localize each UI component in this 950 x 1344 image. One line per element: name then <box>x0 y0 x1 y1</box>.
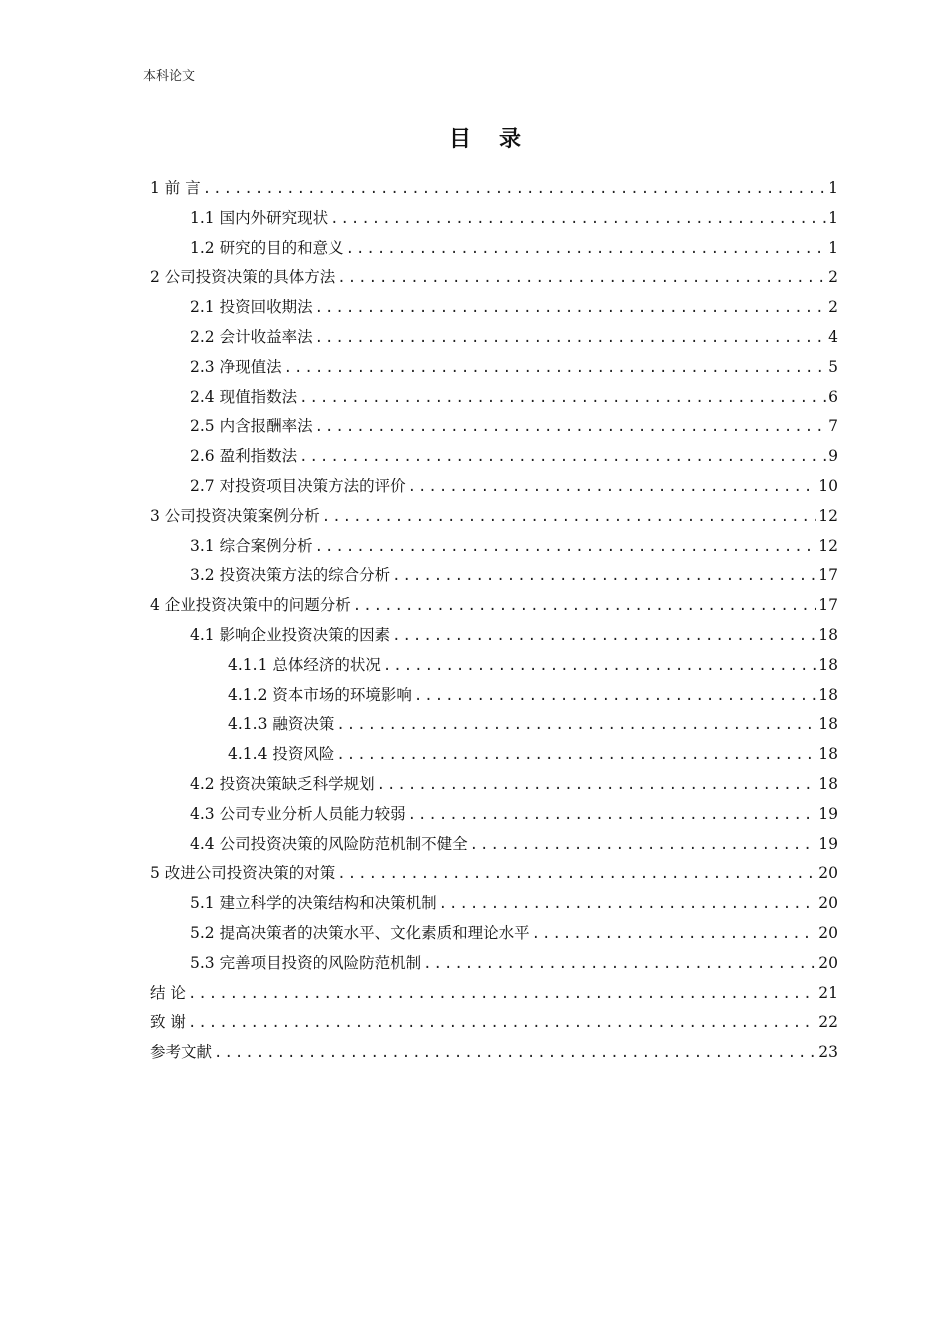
toc-entry-label: 5.3 完善项目投资的风险防范机制 <box>190 953 422 972</box>
dot-leader <box>188 980 816 1010</box>
toc-entry-page-number: 18 <box>818 655 838 674</box>
dot-leader <box>408 473 817 503</box>
dot-leader <box>353 592 816 622</box>
toc-entry[interactable] <box>150 293 838 323</box>
running-header: 本科论文 <box>143 69 196 84</box>
dot-leader <box>337 264 826 294</box>
toc-entry-page-number: 23 <box>818 1043 838 1062</box>
toc-entry[interactable] <box>150 234 838 264</box>
page-title: 目录 <box>448 127 549 152</box>
dot-leader <box>315 324 826 354</box>
toc-entry[interactable] <box>150 353 838 383</box>
toc-entry-label: 2.1 投资回收期法 <box>190 298 313 317</box>
dot-leader <box>532 920 817 950</box>
toc-entry-page-number: 2 <box>828 268 838 287</box>
dot-leader <box>315 294 826 324</box>
toc-entry-page-number: 18 <box>818 715 838 734</box>
toc-entry-page-number: 2 <box>828 298 838 317</box>
toc-entry[interactable] <box>150 174 838 204</box>
toc-entry[interactable] <box>150 800 838 830</box>
toc-entry[interactable] <box>150 859 838 889</box>
toc-entry-page-number: 21 <box>818 983 838 1002</box>
dot-leader <box>188 1009 816 1039</box>
toc-entry-page-number: 10 <box>818 476 838 495</box>
dot-leader <box>315 413 826 443</box>
dot-leader <box>423 950 816 980</box>
dot-leader <box>470 831 817 861</box>
toc-entry-page-number: 5 <box>828 357 838 376</box>
toc-entry-label: 2.5 内含报酬率法 <box>190 417 313 436</box>
dot-leader <box>337 860 816 890</box>
toc-entry[interactable] <box>150 1008 838 1038</box>
toc-entry[interactable] <box>150 740 838 770</box>
toc-entry-label: 3.2 投资决策方法的综合分析 <box>190 566 391 585</box>
toc-entry-page-number: 4 <box>828 327 838 346</box>
dot-leader <box>315 533 817 563</box>
toc-entry-page-number: 18 <box>818 685 838 704</box>
toc-entry[interactable] <box>150 204 838 234</box>
toc-entry-page-number: 9 <box>828 447 838 466</box>
toc-entry[interactable] <box>150 830 838 860</box>
toc-entry-label: 2 公司投资决策的具体方法 <box>150 268 336 287</box>
toc-entry[interactable] <box>150 949 838 979</box>
toc-entry[interactable] <box>150 323 838 353</box>
toc-entry-label: 4.2 投资决策缺乏科学规划 <box>190 774 375 793</box>
toc-entry-label: 4.1.2 资本市场的环境影响 <box>228 685 412 704</box>
toc-entry-label: 4.3 公司专业分析人员能力较弱 <box>190 804 406 823</box>
toc-entry-label: 4.4 公司投资决策的风险防范机制不健全 <box>190 834 468 853</box>
toc-entry-label: 结 论 <box>150 983 186 1002</box>
toc-entry-label: 参考文献 <box>150 1043 213 1062</box>
toc-entry-page-number: 17 <box>818 596 838 615</box>
toc-entry-label: 2.7 对投资项目决策方法的评价 <box>190 476 406 495</box>
toc-entry-label: 5.2 提高决策者的决策水平、文化素质和理论水平 <box>190 923 530 942</box>
toc-entry[interactable] <box>150 651 838 681</box>
toc-entry[interactable] <box>150 979 838 1009</box>
toc-entry-page-number: 19 <box>818 804 838 823</box>
toc-entry[interactable] <box>150 889 838 919</box>
dot-leader <box>377 771 817 801</box>
toc-entry-label: 2.2 会计收益率法 <box>190 327 313 346</box>
toc-entry-page-number: 18 <box>818 745 838 764</box>
toc-entry-page-number: 20 <box>818 953 838 972</box>
dot-leader <box>214 1039 816 1069</box>
toc-entry-label: 5 改进公司投资决策的对策 <box>150 864 336 883</box>
dot-leader <box>414 682 816 712</box>
dot-leader <box>346 235 826 265</box>
toc-entry-page-number: 6 <box>828 387 838 406</box>
toc-entry[interactable] <box>150 1038 838 1068</box>
toc-entry-page-number: 17 <box>818 566 838 585</box>
toc-entry[interactable] <box>150 561 838 591</box>
toc-entry-label: 1.1 国内外研究现状 <box>190 208 329 227</box>
toc-entry[interactable] <box>150 442 838 472</box>
dot-leader <box>299 443 826 473</box>
toc-entry-page-number: 20 <box>818 894 838 913</box>
toc-entry[interactable] <box>150 591 838 621</box>
toc-entry-label: 致 谢 <box>150 1013 186 1032</box>
toc-entry-page-number: 1 <box>828 238 838 257</box>
dot-leader <box>392 622 816 652</box>
toc-entry-label: 4 企业投资决策中的问题分析 <box>150 596 351 615</box>
dot-leader <box>392 562 816 592</box>
toc-entry[interactable] <box>150 621 838 651</box>
toc-entry[interactable] <box>150 472 838 502</box>
toc-entry-page-number: 20 <box>818 923 838 942</box>
toc-entry[interactable] <box>150 412 838 442</box>
toc-entry-label: 1.2 研究的目的和意义 <box>190 238 344 257</box>
dot-leader <box>439 890 817 920</box>
toc-entry[interactable] <box>150 383 838 413</box>
toc-entry[interactable] <box>150 502 838 532</box>
toc-entry[interactable] <box>150 532 838 562</box>
toc-entry-page-number: 1 <box>828 208 838 227</box>
toc-entry-label: 3 公司投资决策案例分析 <box>150 506 320 525</box>
toc-entry-label: 4.1.4 投资风险 <box>228 745 335 764</box>
toc-entry-label: 4.1.3 融资决策 <box>228 715 335 734</box>
toc-entry-page-number: 12 <box>818 506 838 525</box>
toc-entry-label: 4.1.1 总体经济的状况 <box>228 655 381 674</box>
toc-entry-label: 2.4 现值指数法 <box>190 387 298 406</box>
dot-leader <box>336 711 816 741</box>
toc-entry-page-number: 22 <box>818 1013 838 1032</box>
toc-entry-label: 5.1 建立科学的决策结构和决策机制 <box>190 894 437 913</box>
dot-leader <box>284 354 826 384</box>
toc-entry-page-number: 7 <box>828 417 838 436</box>
toc-entry-label: 2.6 盈利指数法 <box>190 447 298 466</box>
toc-entry-label: 2.3 净现值法 <box>190 357 282 376</box>
dot-leader <box>203 175 826 205</box>
toc-entry-page-number: 19 <box>818 834 838 853</box>
dot-leader <box>322 503 816 533</box>
dot-leader <box>299 384 826 414</box>
toc-entry-page-number: 18 <box>818 625 838 644</box>
toc-entry-page-number: 18 <box>818 774 838 793</box>
toc-entry-page-number: 20 <box>818 864 838 883</box>
toc-entry-label: 4.1 影响企业投资决策的因素 <box>190 625 391 644</box>
dot-leader <box>330 205 826 235</box>
toc-entry[interactable] <box>150 263 838 293</box>
toc-entry[interactable] <box>150 919 838 949</box>
toc-entry-label: 3.1 综合案例分析 <box>190 536 313 555</box>
dot-leader <box>383 652 816 682</box>
toc-entry-page-number: 1 <box>828 179 838 197</box>
dot-leader <box>336 741 816 771</box>
toc-entry-label: 1 前 言 <box>150 179 201 197</box>
toc-entry[interactable] <box>150 710 838 740</box>
dot-leader <box>408 801 817 831</box>
toc-entry[interactable] <box>150 770 838 800</box>
table-of-contents <box>150 174 838 1068</box>
toc-entry[interactable] <box>150 681 838 711</box>
toc-entry-page-number: 12 <box>818 536 838 555</box>
